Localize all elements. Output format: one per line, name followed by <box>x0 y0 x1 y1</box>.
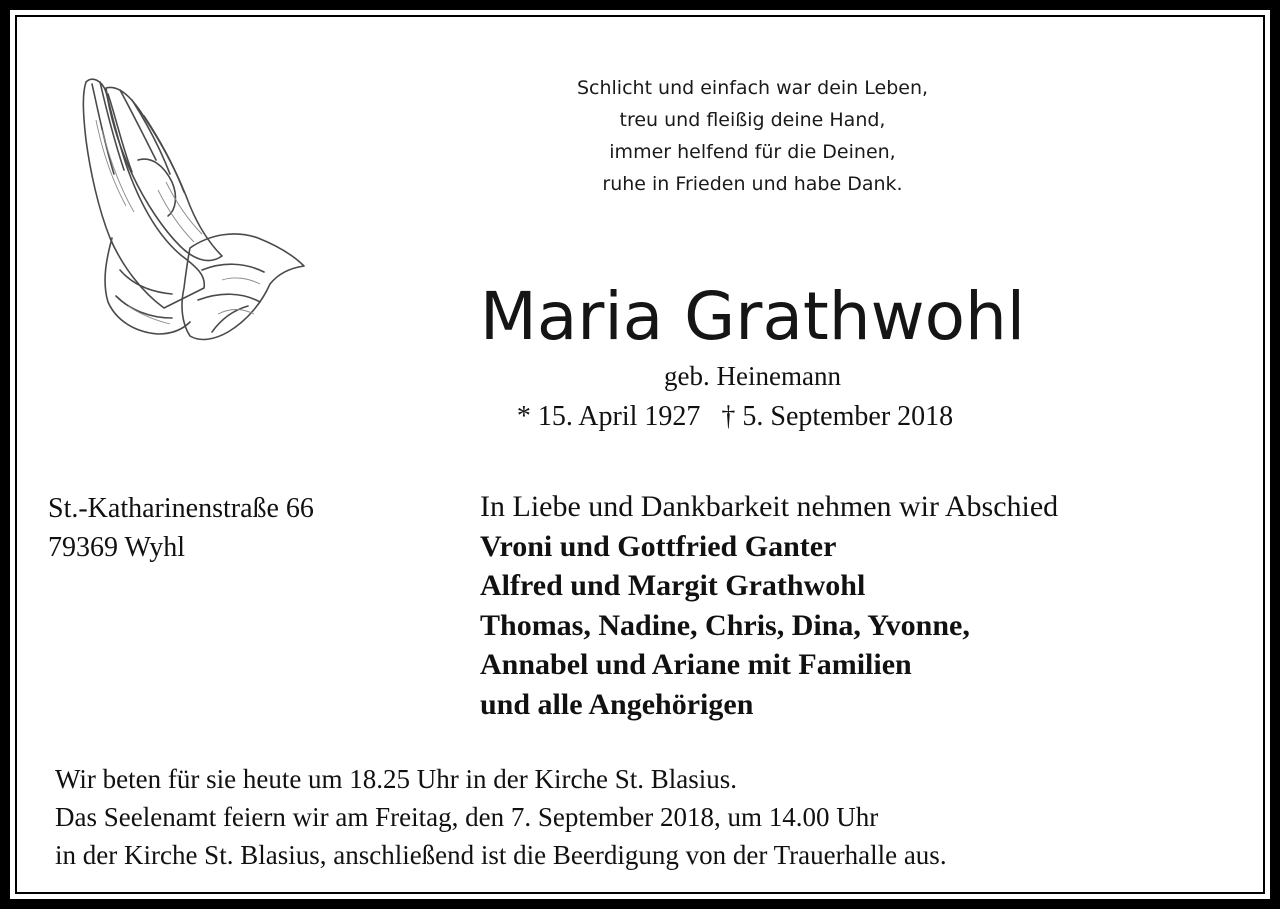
verse-line: treu und fleißig deine Hand, <box>619 109 886 131</box>
verse-line: immer helfend für die Deinen, <box>609 141 896 163</box>
mourners-intro: In Liebe und Dankbarkeit nehmen wir Abschied <box>480 490 1059 523</box>
mourner-line: Thomas, Nadine, Chris, Dina, Yvonne, <box>480 608 970 642</box>
mourners <box>480 487 1058 724</box>
mourner-line: Alfred und Margit Grathwohl <box>480 569 866 602</box>
mourner-line: Vroni und Gottfried Ganter <box>480 529 837 563</box>
praying-hands-icon <box>72 70 312 360</box>
life-dates: * 15. April 1927 † 5. September 2018 <box>516 401 954 432</box>
service-notice <box>55 760 947 874</box>
notice-line: Wir beten für sie heute um 18.25 Uhr in der Kirche St. Blasius. <box>55 764 738 794</box>
mourner-line: und alle Angehörigen <box>480 687 754 721</box>
address-city: 79369 Wyhl <box>48 532 186 563</box>
address <box>48 489 314 567</box>
verse <box>480 72 1025 200</box>
mourner-line: Annabel und Ariane mit Familien <box>480 648 912 681</box>
deceased-name: Maria Grathwohl <box>479 278 1026 355</box>
verse-line: ruhe in Frieden und habe Dank. <box>602 173 903 195</box>
maiden-name: geb. Heinemann <box>664 361 841 391</box>
notice-line: in der Kirche St. Blasius, anschließend ist die Beerdigung von der Trauerhalle aus. <box>55 840 947 870</box>
notice-line: Das Seelenamt feiern wir am Freitag, den 7. September 2018, um 14.00 Uhr <box>55 802 879 832</box>
verse-line: Schlicht und einfach war dein Leben, <box>576 77 929 99</box>
address-street: St.-Katharinenstraße 66 <box>48 493 314 524</box>
